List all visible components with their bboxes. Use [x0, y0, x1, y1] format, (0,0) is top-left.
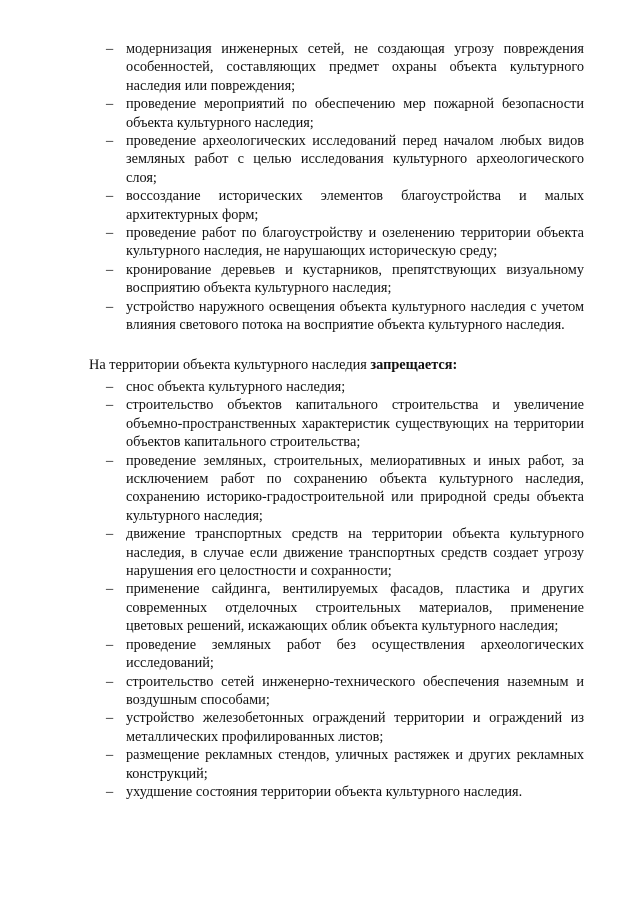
dash-bullet: – [106, 188, 114, 205]
prohibited-intro-paragraph [89, 356, 589, 374]
dash-bullet: – [106, 747, 114, 764]
list-item [106, 298, 584, 335]
list-item [106, 224, 584, 261]
dash-bullet: – [106, 96, 114, 113]
list-item [106, 378, 584, 396]
prohibited-keyword: запрещается: [370, 357, 458, 373]
dash-bullet: – [106, 636, 114, 653]
list-item-text: применение сайдинга, вентилируемых фасадов, пластика и других современных отделочных строительных материалов, применение цветовых решений, искажающих облик объекта культурного наследия; [126, 581, 584, 635]
list-item [106, 673, 584, 710]
list-item-text: воссоздание исторических элементов благоустройства и малых архитектурных форм; [126, 188, 584, 223]
list-item [106, 95, 584, 132]
permitted-works-list [106, 40, 584, 335]
list-item [106, 40, 584, 95]
list-item-text: устройство железобетонных ограждений территории и ограждений из металлических профилированных листов; [126, 710, 584, 745]
list-item [106, 746, 584, 783]
list-item-text: движение транспортных средств на территории объекта культурного наследия, в случае если движение транспортных средств создает угрозу нарушения его целостности и сохранности; [126, 526, 584, 580]
list-item-text: модернизация инженерных сетей, не создающая угрозу повреждения особенностей, составляющих предмет охраны объекта культурного наследия или повреждения; [126, 41, 584, 94]
dash-bullet: – [106, 581, 114, 598]
list-item [106, 396, 584, 451]
dash-bullet: – [106, 673, 114, 690]
list-item-text: ухудшение состояния территории объекта культурного наследия. [126, 783, 523, 800]
list-item-text: строительство сетей инженерно-технического обеспечения наземным и воздушным способами; [126, 673, 584, 708]
list-item [106, 636, 584, 673]
list-item [106, 783, 584, 801]
list-item-text: проведение археологических исследований перед началом любых видов земляных работ с целью исследования культурного археологического слоя; [126, 133, 584, 186]
list-item [106, 187, 584, 224]
list-item [106, 580, 584, 635]
dash-bullet: – [106, 397, 114, 414]
dash-bullet: – [106, 41, 114, 57]
list-item-text: проведение работ по благоустройству и озеленению территории объекта культурного наследия, не нарушающих историческую среду; [126, 225, 584, 260]
list-item-text: проведение земляных работ без осуществления археологических исследований; [126, 636, 584, 672]
list-item [106, 709, 584, 746]
dash-bullet: – [106, 710, 114, 727]
list-item [106, 525, 584, 580]
dash-bullet: – [106, 298, 114, 315]
dash-bullet: – [106, 225, 114, 242]
list-item-text: снос объекта культурного наследия; [126, 379, 346, 395]
dash-bullet: – [106, 526, 114, 543]
list-item [106, 452, 584, 526]
list-item [106, 132, 584, 187]
prohibited-works-list [106, 378, 584, 801]
dash-bullet: – [106, 783, 114, 800]
prohibited-intro-text: На территории объекта культурного наследия [89, 357, 371, 373]
dash-bullet: – [106, 452, 114, 469]
list-item-text: строительство объектов капитального строительства и увеличение объемно-пространственных характеристик существующих на территории объектов капитального строительства; [126, 397, 584, 451]
list-item-text: проведение земляных, строительных, мелиоративных и иных работ, за исключением работ по сохранению объекта культурного наследия, сохранению историко-градостроительной или природной среды объекта культурного наследия; [126, 452, 584, 524]
dash-bullet: – [106, 133, 114, 150]
dash-bullet: – [106, 379, 114, 395]
list-item-text: проведение мероприятий по обеспечению мер пожарной безопасности объекта культурного наследия; [126, 96, 584, 131]
list-item-text: кронирование деревьев и кустарников, препятствующих визуальному восприятию объекта культурного наследия; [126, 261, 584, 297]
list-item-text: устройство наружного освещения объекта культурного наследия с учетом влияния светового потока на восприятие объекта культурного наследия. [126, 298, 584, 334]
list-item [106, 261, 584, 298]
dash-bullet: – [106, 261, 114, 278]
list-item-text: размещение рекламных стендов, уличных растяжек и других рекламных конструкций; [126, 747, 584, 782]
